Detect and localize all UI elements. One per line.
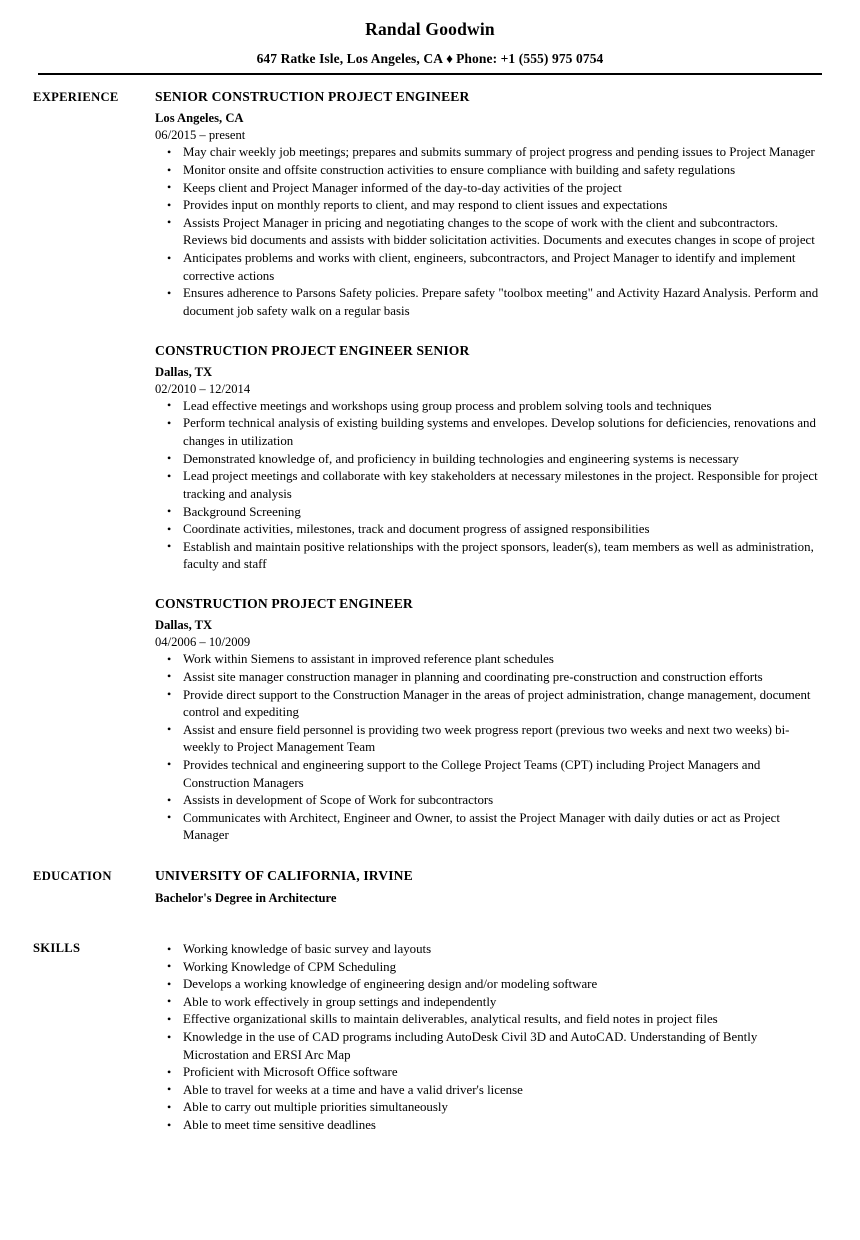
section-experience bbox=[0, 89, 860, 845]
job-dates: 06/2015 – present bbox=[155, 128, 246, 143]
diamond-separator-icon: ♦ bbox=[446, 51, 454, 67]
resume-header bbox=[0, 0, 860, 75]
job-location: Dallas, TX bbox=[155, 617, 213, 632]
job-bullet: • Assists Project Manager in pricing and negotiating changes to the scope of work with the client and subcontractors. Reviews bid documents and assists with bidder solicitation activities. Documents and executes changes in scope of project bbox=[155, 215, 822, 250]
experience-entry bbox=[155, 89, 822, 320]
job-bullet: • Perform technical analysis of existing building systems and envelopes. Develop solutions for deficiencies, renovations and changes in utilization bbox=[155, 415, 822, 450]
skill-bullet: • Proficient with Microsoft Office software bbox=[155, 1064, 822, 1082]
job-bullet: • Provide direct support to the Construction Manager in the areas of project administration, change management, document control and expediting bbox=[155, 687, 822, 722]
skill-bullet: • Develops a working knowledge of engineering design and/or modeling software bbox=[155, 976, 822, 994]
job-bullet: • Anticipates problems and works with client, engineers, subcontractors, and Project Manager to identify and implement corrective actions bbox=[155, 250, 822, 285]
education-entry bbox=[155, 868, 822, 907]
section-label-education: EDUCATION bbox=[33, 869, 112, 884]
contact-address: 647 Ratke Isle, Los Angeles, CA bbox=[256, 51, 444, 67]
skills-bullet-list bbox=[155, 941, 822, 1135]
education-school: UNIVERSITY OF CALIFORNIA, IRVINE bbox=[155, 868, 413, 884]
education-label-column bbox=[0, 868, 155, 884]
job-location: Los Angeles, CA bbox=[155, 111, 244, 126]
experience-content bbox=[155, 89, 860, 845]
skill-bullet: • Knowledge in the use of CAD programs including AutoDesk Civil 3D and AutoCAD. Understanding of Bently Microstation and ERSI Arc Map bbox=[155, 1029, 822, 1064]
job-bullet-list bbox=[155, 651, 822, 845]
skill-bullet: • Able to carry out multiple priorities simultaneously bbox=[155, 1099, 822, 1117]
job-bullet: • Demonstrated knowledge of, and proficiency in building technologies and engineering systems is necessary bbox=[155, 451, 822, 469]
job-bullet: • Work within Siemens to assistant in improved reference plant schedules bbox=[155, 651, 822, 669]
skill-bullet: • Able to meet time sensitive deadlines bbox=[155, 1117, 822, 1135]
resume-body bbox=[0, 75, 860, 1135]
job-bullet: • Ensures adherence to Parsons Safety policies. Prepare safety "toolbox meeting" and Activity Hazard Analysis. Perform and document job safety walk on a regular basis bbox=[155, 285, 822, 320]
section-education bbox=[0, 868, 860, 907]
job-bullet: • May chair weekly job meetings; prepares and submits summary of project progress and pending issues to Project Manager bbox=[155, 144, 822, 162]
section-skills bbox=[0, 940, 860, 1135]
job-bullet: • Provides technical and engineering support to the College Project Teams (CPT) including Project Managers and Construction Managers bbox=[155, 757, 822, 792]
candidate-name: Randal Goodwin bbox=[365, 19, 495, 39]
job-bullet: • Background Screening bbox=[155, 504, 822, 522]
job-bullet: • Monitor onsite and offsite construction activities to ensure compliance with building and safety regulations bbox=[155, 162, 822, 180]
job-title: CONSTRUCTION PROJECT ENGINEER bbox=[155, 595, 413, 611]
job-title: SENIOR CONSTRUCTION PROJECT ENGINEER bbox=[155, 89, 470, 105]
section-label-experience: EXPERIENCE bbox=[33, 90, 119, 105]
contact-line bbox=[0, 52, 860, 67]
job-bullet: • Assist and ensure field personnel is providing two week progress report (previous two weeks and next two weeks) bi-weekly to Project Management Team bbox=[155, 722, 822, 757]
job-bullet: • Coordinate activities, milestones, track and document progress of assigned responsibilities bbox=[155, 521, 822, 539]
skill-bullet: • Working knowledge of basic survey and layouts bbox=[155, 941, 822, 959]
job-location: Dallas, TX bbox=[155, 364, 213, 379]
job-bullet: • Lead project meetings and collaborate with key stakeholders at necessary milestones in the project. Responsible for project tracking and analysis bbox=[155, 468, 822, 503]
job-dates: 02/2010 – 12/2014 bbox=[155, 381, 251, 396]
education-degree: Bachelor's Degree in Architecture bbox=[155, 891, 337, 905]
job-bullet: • Provides input on monthly reports to client, and may respond to client issues and expectations bbox=[155, 197, 822, 215]
job-bullet: • Lead effective meetings and workshops using group process and problem solving tools and techniques bbox=[155, 398, 822, 416]
section-label-skills: SKILLS bbox=[33, 941, 81, 955]
education-content bbox=[155, 868, 860, 907]
job-bullet: • Establish and maintain positive relationships with the project sponsors, leader(s), team members as well as administration, faculty and staff bbox=[155, 539, 822, 574]
experience-entry bbox=[155, 596, 822, 845]
job-bullet: • Communicates with Architect, Engineer and Owner, to assist the Project Manager with daily duties or act as Project Manager bbox=[155, 810, 822, 845]
job-dates: 04/2006 – 10/2009 bbox=[155, 634, 251, 649]
job-bullet-list bbox=[155, 398, 822, 574]
job-title: CONSTRUCTION PROJECT ENGINEER SENIOR bbox=[155, 342, 470, 358]
skill-bullet: • Working Knowledge of CPM Scheduling bbox=[155, 959, 822, 977]
skill-bullet: • Able to travel for weeks at a time and have a valid driver's license bbox=[155, 1082, 822, 1100]
skills-label-column bbox=[0, 940, 155, 956]
experience-label-column bbox=[0, 89, 155, 105]
skill-bullet: • Able to work effectively in group settings and independently bbox=[155, 994, 822, 1012]
job-bullet: • Keeps client and Project Manager informed of the day-to-day activities of the project bbox=[155, 180, 822, 198]
skills-content bbox=[155, 940, 860, 1135]
experience-entry bbox=[155, 343, 822, 574]
job-bullet: • Assist site manager construction manager in planning and coordinating pre-construction and construction efforts bbox=[155, 669, 822, 687]
job-bullet-list bbox=[155, 144, 822, 320]
skill-bullet: • Effective organizational skills to maintain deliverables, analytical results, and field notes in project files bbox=[155, 1011, 822, 1029]
job-bullet: • Assists in development of Scope of Work for subcontractors bbox=[155, 792, 822, 810]
contact-phone: Phone: +1 (555) 975 0754 bbox=[456, 51, 604, 67]
